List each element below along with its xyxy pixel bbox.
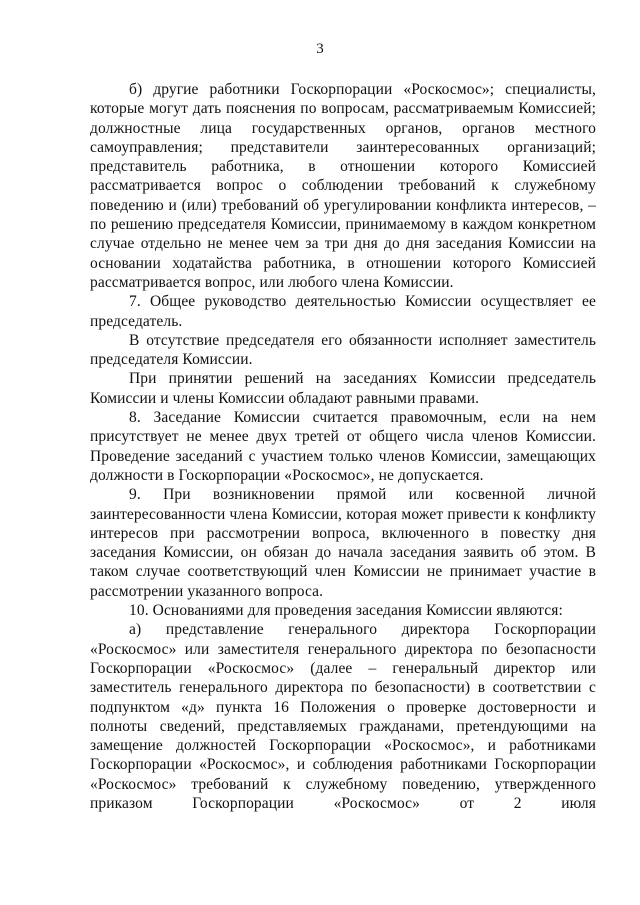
paragraph-10-grounds-heading: 10. Основаниями для проведения заседания Комиссии являются: xyxy=(129,602,563,620)
page-number: 3 xyxy=(316,41,324,57)
paragraph-9-conflict-of-interest: 9. При возникновении прямой или косвенной личной заинтересованности члена Комиссии, которая может привести к конфликту интересов при рассмотрении вопроса, включенного в повестку дня заседания Комиссии, он обязан до начала заседания заявить об этом. В таком случае соответствующий член Комиссии не принимает участие в рассмотрении указанного вопроса. xyxy=(90,486,596,600)
paragraph-7-general-management: 7. Общее руководство деятельностью Комиссии осуществляет ее председатель. xyxy=(90,293,596,330)
paragraph-6b-other-participants: б) другие работники Госкорпорации «Роскосмос»; специалисты, которые могут дать пояснения по вопросам, рассматриваемым Комиссией; должностные лица государственных органов, органов местного самоуправления; представители заинтересованных организаций; представитель работника, в отношении которого Комиссией рассматривается вопрос о соблюдении требований к служебному поведению и (или) требований об урегулировании конфликта интересов, – по решению председателя Комиссии, принимаемому в каждом конкретном случае отдельно не менее чем за три дня до дня заседания Комиссии на основании ходатайства работника, в отношении которого Комиссией рассматривается вопрос, или любого члена Комиссии. xyxy=(90,81,596,291)
paragraph-equal-rights: При принятии решений на заседаниях Комиссии председатель Комиссии и члены Комиссии обладают равными правами. xyxy=(90,370,596,407)
document-body xyxy=(90,80,596,813)
paragraph-10a-submission: а) представление генерального директора Госкорпорации «Роскосмос» или заместителя генерального директора по безопасности Госкорпорации «Роскосмос» (далее – генеральный директор или заместитель генерального директора по безопасности) в соответствии с подпунктом «д» пункта 16 Положения о проверке достоверности и полноты сведений, представляемых гражданами, претендующими на замещение должностей Госкорпорации «Роскосмос», и работниками Госкорпорации «Роскосмос», и соблюдения работниками Госкорпорации «Роскосмос» требований к служебному поведению, утвержденного приказом Госкорпорации «Роскосмос» от 2 июля xyxy=(90,621,596,812)
paragraph-chair-absence: В отсутствие председателя его обязанности исполняет заместитель председателя Комиссии. xyxy=(90,331,596,369)
paragraph-8-quorum: 8. Заседание Комиссии считается правомочным, если на нем присутствует не менее двух третей от общего числа членов Комиссии. Проведение заседаний с участием только членов Комиссии, замещающих должности в Госкорпорации «Роскосмос», не допускается. xyxy=(90,409,596,484)
